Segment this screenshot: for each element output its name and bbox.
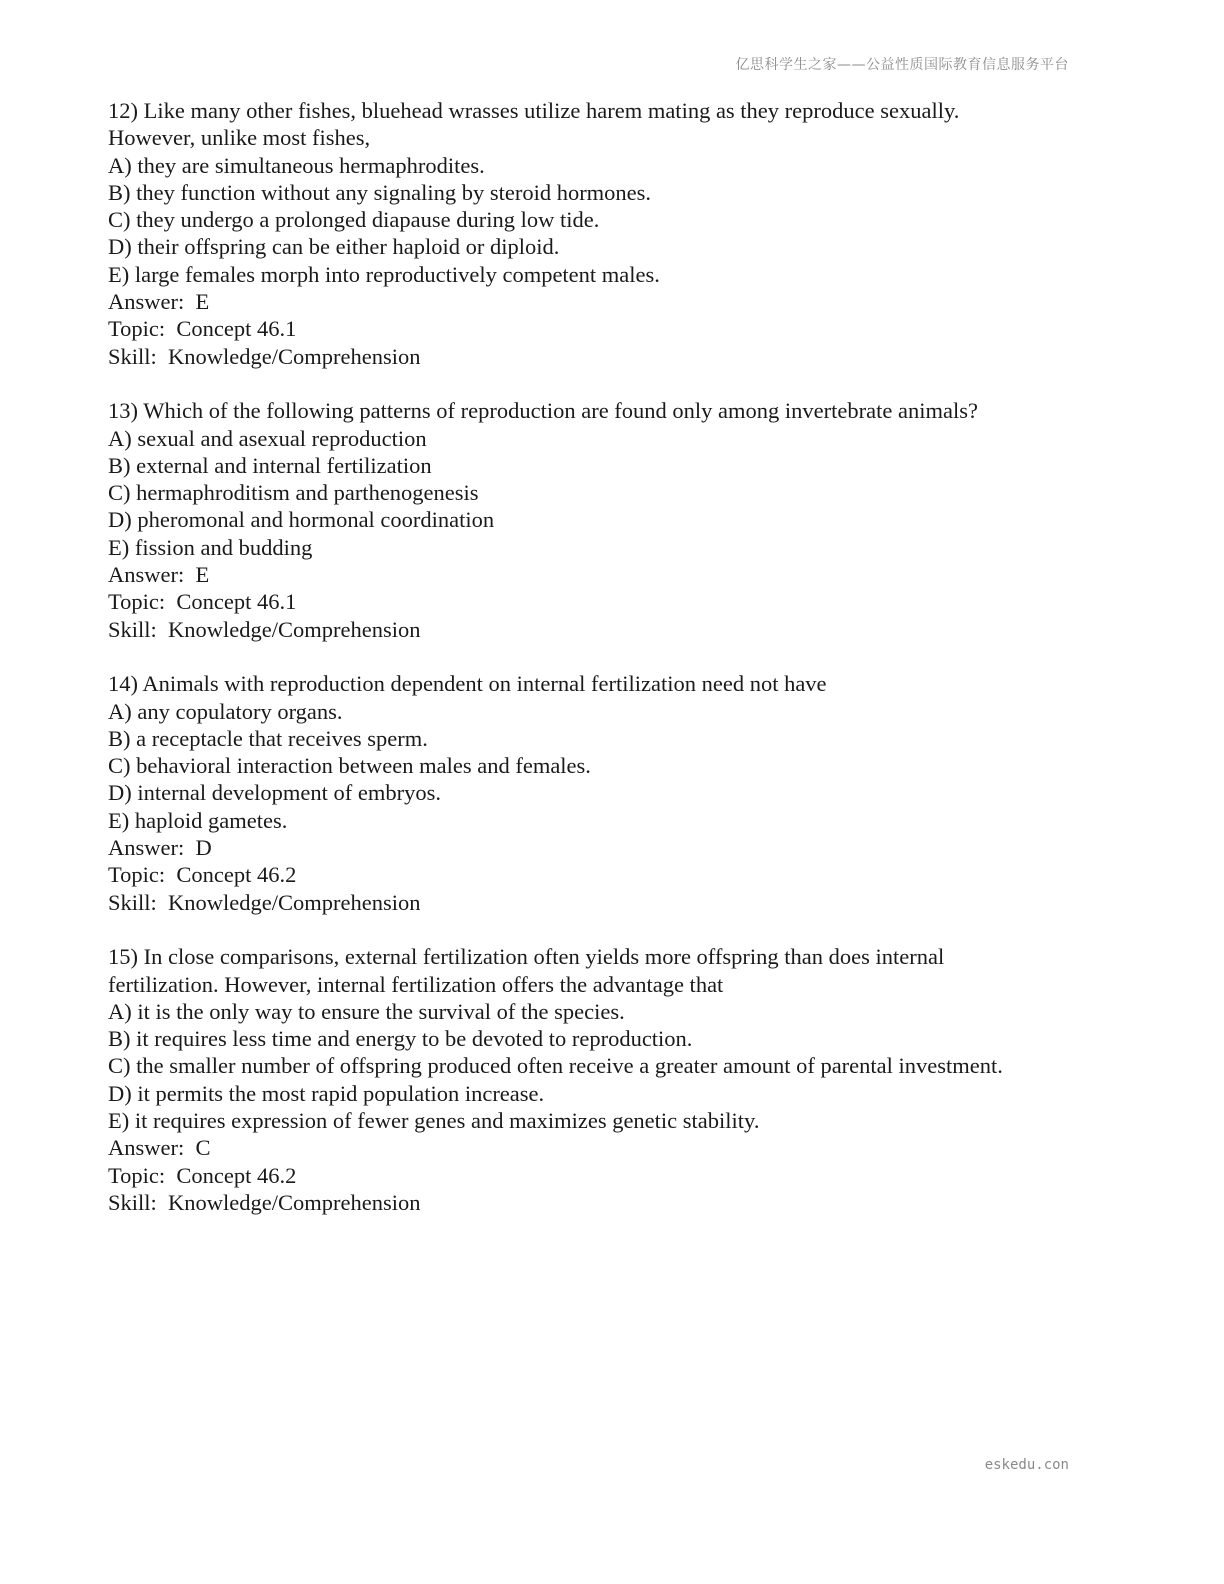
option-a: A) any copulatory organs. <box>108 698 343 724</box>
option-b: B) they function without any signaling by steroid hormones. <box>108 179 652 205</box>
question-stem: 13) Which of the following patterns of reproduction are found only among invertebrate animals? <box>108 398 978 424</box>
option-b: B) it requires less time and energy to be devoted to reproduction. <box>108 1026 693 1052</box>
skill-line: Skill: Knowledge/Comprehension <box>108 343 421 369</box>
option-b: B) external and internal fertilization <box>108 452 432 478</box>
answer-line: Answer: D <box>108 835 212 861</box>
option-d: D) it permits the most rapid population increase. <box>108 1080 545 1106</box>
page-header: 亿思科学生之家——公益性质国际教育信息服务平台 <box>735 57 1069 73</box>
question-13 <box>108 397 1108 643</box>
question-stem: However, unlike most fishes, <box>108 125 371 151</box>
answer-line: Answer: E <box>108 289 210 315</box>
option-a: A) it is the only way to ensure the survival of the species. <box>108 998 625 1024</box>
question-15 <box>108 943 1108 1216</box>
option-e: E) it requires expression of fewer genes and maximizes genetic stability. <box>108 1107 760 1133</box>
question-stem: 12) Like many other fishes, bluehead wrasses utilize harem mating as they reproduce sexually. <box>108 98 960 123</box>
skill-line: Skill: Knowledge/Comprehension <box>108 616 421 642</box>
question-14 <box>108 670 1108 916</box>
option-c: C) behavioral interaction between males and females. <box>108 753 591 779</box>
option-d: D) their offspring can be either haploid or diploid. <box>108 234 560 260</box>
question-stem: 15) In close comparisons, external fertilization often yields more offspring than does internal <box>108 944 945 970</box>
topic-line: Topic: Concept 46.1 <box>108 316 297 342</box>
option-e: E) large females morph into reproductively competent males. <box>108 261 660 287</box>
question-stem: 14) Animals with reproduction dependent on internal fertilization need not have <box>108 671 827 697</box>
answer-line: Answer: E <box>108 562 210 588</box>
skill-line: Skill: Knowledge/Comprehension <box>108 1189 421 1215</box>
option-c: C) they undergo a prolonged diapause during low tide. <box>108 207 600 233</box>
option-a: A) sexual and asexual reproduction <box>108 425 427 451</box>
page-footer: eskedu.con <box>984 1457 1069 1473</box>
option-d: D) pheromonal and hormonal coordination <box>108 507 495 533</box>
option-c: C) the smaller number of offspring produced often receive a greater amount of parental investment. <box>108 1053 1003 1079</box>
question-list <box>108 97 1108 1243</box>
option-e: E) haploid gametes. <box>108 807 288 833</box>
topic-line: Topic: Concept 46.1 <box>108 589 297 615</box>
question-12 <box>108 97 1108 370</box>
skill-line: Skill: Knowledge/Comprehension <box>108 889 421 915</box>
option-e: E) fission and budding <box>108 534 313 560</box>
option-a: A) they are simultaneous hermaphrodites. <box>108 152 485 178</box>
option-d: D) internal development of embryos. <box>108 780 442 806</box>
topic-line: Topic: Concept 46.2 <box>108 862 297 888</box>
option-b: B) a receptacle that receives sperm. <box>108 725 428 751</box>
question-stem: fertilization. However, internal fertilization offers the advantage that <box>108 971 724 997</box>
answer-line: Answer: C <box>108 1135 211 1161</box>
option-c: C) hermaphroditism and parthenogenesis <box>108 480 479 506</box>
topic-line: Topic: Concept 46.2 <box>108 1162 297 1188</box>
